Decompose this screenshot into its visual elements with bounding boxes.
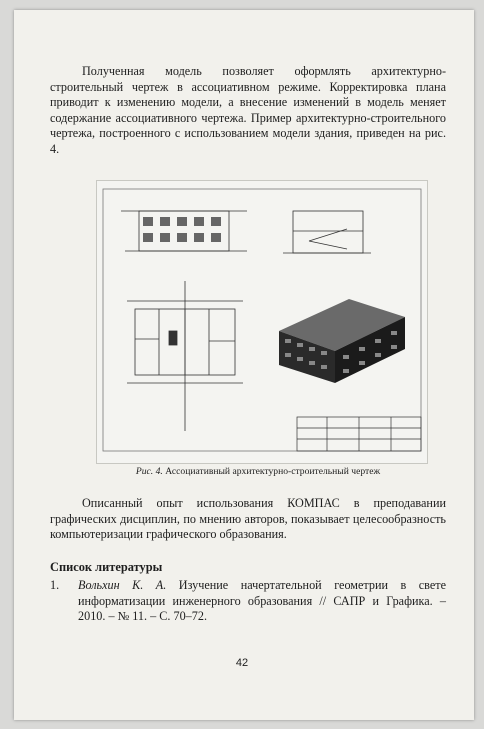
body-paragraph-1: Полученная модель позволяет оформлять архитектурно-строительный чертеж в ассоциативном режиме. Корректировка плана приводит к изменению модели, а внесение изменений в модель меняет содержание ассоциативного чертежа. Пример архитектурно-строительного чертежа, построенного с использованием модели здания, приведен на рис. 4. — [50, 64, 446, 156]
reference-body — [78, 578, 446, 625]
reference-authors: Вольхин К. А. — [78, 578, 167, 592]
body-paragraph-2: Описанный опыт использования КОМПАС в преподавании графических дисциплин, по мнению авторов, показывает целесообразность компьютеризации графического образования. — [50, 496, 446, 542]
architectural-drawing-image — [97, 181, 427, 463]
references-heading: Список литературы — [50, 560, 163, 574]
facade-elevation — [121, 211, 247, 251]
building-section — [283, 211, 371, 253]
building-3d-model — [279, 299, 405, 383]
figure-caption — [78, 466, 438, 477]
reference-item — [50, 578, 446, 625]
caption-label: Рис. 4. — [135, 466, 163, 477]
page-number: 42 — [235, 657, 249, 669]
reference-number: 1. — [50, 578, 60, 592]
reference-text: Изучение начертательной геометрии в свете информатизации инженерного образования // САПР и Графика. – 2010. – № 11. – С. 70–72. — [78, 578, 447, 624]
caption-text: Ассоциативный архитектурно-строительный чертеж — [165, 466, 381, 477]
floor-plan — [127, 281, 243, 431]
figure-drawing — [96, 180, 428, 464]
title-block — [297, 417, 421, 451]
